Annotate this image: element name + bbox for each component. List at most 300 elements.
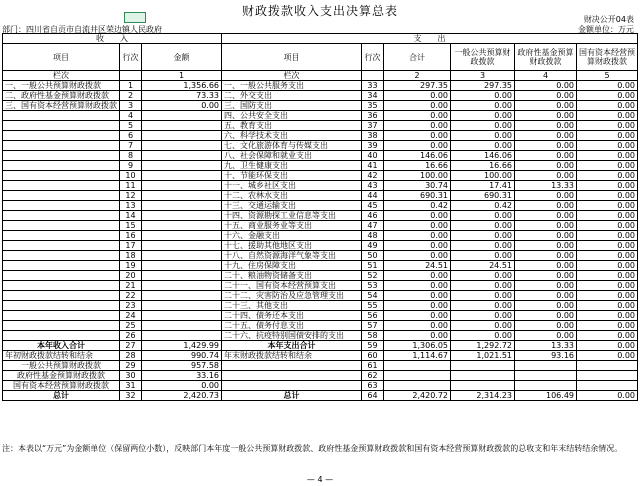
income-amount-cell (142, 121, 222, 131)
state-capital-cell: 0.00 (577, 141, 638, 151)
expense-total-cell: 0.00 (384, 111, 451, 121)
column-index-5: 5 (577, 71, 638, 81)
fund-budget-cell (515, 371, 577, 381)
income-amount-cell (142, 261, 222, 271)
income-amount-cell: 2,420.73 (142, 391, 222, 401)
table-row (3, 211, 638, 221)
expense-item-cell: 十三、交通运输支出 (222, 201, 362, 211)
income-row-cell: 26 (120, 331, 142, 341)
income-amount-cell (142, 161, 222, 171)
income-row-cell: 18 (120, 251, 142, 261)
income-row-cell: 27 (120, 341, 142, 351)
table-row (3, 281, 638, 291)
general-budget-cell: 0.00 (451, 121, 515, 131)
state-capital-cell: 0.00 (577, 311, 638, 321)
income-row-cell: 12 (120, 191, 142, 201)
income-row-cell: 9 (120, 161, 142, 171)
income-item-cell (3, 271, 120, 281)
expense-total-cell: 0.00 (384, 91, 451, 101)
general-budget-cell: 0.00 (451, 281, 515, 291)
state-capital-cell: 0.00 (577, 161, 638, 171)
table-row (3, 351, 638, 361)
income-amount-header: 金额 (142, 44, 222, 71)
expense-item-cell: 年末财政拨款结转和结余 (222, 351, 362, 361)
department-label: 部门：四川省自贡市自流井区荣边镇人民政府 (2, 25, 162, 34)
income-amount-cell: 33.16 (142, 371, 222, 381)
income-row-cell: 20 (120, 271, 142, 281)
fund-budget-cell: 0.00 (515, 141, 577, 151)
general-budget-cell (451, 381, 515, 391)
expense-row-cell: 37 (362, 121, 384, 131)
expense-row-cell: 51 (362, 261, 384, 271)
income-amount-cell (142, 111, 222, 121)
expense-total-cell: 0.00 (384, 291, 451, 301)
expense-total-cell: 690.31 (384, 191, 451, 201)
table-row (3, 331, 638, 341)
fund-budget-cell: 0.00 (515, 301, 577, 311)
general-budget-header: 一般公共预算财政拨款 (451, 44, 515, 71)
expense-row-cell: 46 (362, 211, 384, 221)
expense-total-cell (384, 371, 451, 381)
state-capital-cell: 0.00 (577, 341, 638, 351)
expense-row-cell: 43 (362, 181, 384, 191)
expense-total-cell: 0.00 (384, 271, 451, 281)
fund-budget-cell: 13.33 (515, 341, 577, 351)
table-row (3, 131, 638, 141)
fund-budget-cell: 0.00 (515, 291, 577, 301)
table-row (3, 231, 638, 241)
expense-item-cell: 十四、资源勘探工业信息等支出 (222, 211, 362, 221)
table-row (3, 301, 638, 311)
expense-item-cell: 十六、金融支出 (222, 231, 362, 241)
expense-row-cell: 63 (362, 381, 384, 391)
income-amount-cell (142, 271, 222, 281)
state-capital-cell: 0.00 (577, 151, 638, 161)
expense-row-cell: 40 (362, 151, 384, 161)
income-amount-cell (142, 221, 222, 231)
expense-item-cell: 二十四、债务还本支出 (222, 311, 362, 321)
general-budget-cell: 0.00 (451, 211, 515, 221)
fund-budget-cell: 0.00 (515, 171, 577, 181)
table-row (3, 261, 638, 271)
income-item-cell (3, 311, 120, 321)
fund-budget-cell: 0.00 (515, 271, 577, 281)
fund-budget-cell: 0.00 (515, 241, 577, 251)
expense-item-header: 项目 (222, 44, 362, 71)
general-budget-cell: 0.00 (451, 221, 515, 231)
column-index-label: 栏次 (3, 71, 120, 81)
general-budget-cell: 0.00 (451, 291, 515, 301)
table-row (3, 361, 638, 371)
table-row (3, 161, 638, 171)
general-budget-cell (451, 361, 515, 371)
state-capital-cell: 0.00 (577, 181, 638, 191)
expense-item-cell: 十九、住房保障支出 (222, 261, 362, 271)
table-row (3, 251, 638, 261)
fund-budget-cell: 93.16 (515, 351, 577, 361)
expense-item-cell: 十八、自然资源海洋气象等支出 (222, 251, 362, 261)
column-index-1: 1 (142, 71, 222, 81)
income-item-cell (3, 111, 120, 121)
income-item-cell (3, 201, 120, 211)
expense-total-cell: 0.00 (384, 311, 451, 321)
income-row-cell: 10 (120, 171, 142, 181)
state-capital-cell (577, 371, 638, 381)
column-index-label-2: 栏次 (222, 71, 362, 81)
fund-budget-cell: 0.00 (515, 331, 577, 341)
general-budget-cell: 17.41 (451, 181, 515, 191)
table-row (3, 121, 638, 131)
fund-budget-cell (515, 361, 577, 371)
unit-label: 金额单位：万元 (578, 25, 634, 34)
state-capital-cell: 0.00 (577, 131, 638, 141)
state-capital-cell: 0.00 (577, 211, 638, 221)
table-row (3, 381, 638, 391)
expense-total-cell: 100.00 (384, 171, 451, 181)
income-item-cell (3, 171, 120, 181)
expense-item-cell: 总计 (222, 391, 362, 401)
expense-row-cell: 34 (362, 91, 384, 101)
income-item-cell (3, 231, 120, 241)
general-budget-cell: 690.31 (451, 191, 515, 201)
expense-total-cell: 0.00 (384, 231, 451, 241)
income-amount-cell (142, 171, 222, 181)
income-item-cell (3, 211, 120, 221)
state-capital-header: 国有资本经营预算财政拨款 (577, 44, 638, 71)
expense-item-cell: 十一、城乡社区支出 (222, 181, 362, 191)
income-amount-cell: 1,356.66 (142, 81, 222, 91)
expense-item-cell (222, 371, 362, 381)
income-row-cell: 21 (120, 281, 142, 291)
expense-total-cell: 30.74 (384, 181, 451, 191)
state-capital-cell: 0.00 (577, 251, 638, 261)
state-capital-cell: 0.00 (577, 81, 638, 91)
income-row-cell: 19 (120, 261, 142, 271)
table-row (3, 391, 638, 401)
general-budget-cell: 0.00 (451, 331, 515, 341)
table-row (3, 291, 638, 301)
state-capital-cell: 0.00 (577, 231, 638, 241)
income-item-cell: 三、国有资本经营预算财政拨款 (3, 101, 120, 111)
state-capital-cell: 0.00 (577, 111, 638, 121)
column-index-2: 2 (384, 71, 451, 81)
expense-item-cell (222, 381, 362, 391)
general-budget-cell: 0.42 (451, 201, 515, 211)
report-title: 财政拨款收入支出决算总表 (241, 4, 398, 18)
fund-budget-cell: 0.00 (515, 231, 577, 241)
expense-total-cell: 0.00 (384, 251, 451, 261)
expense-total-cell: 0.42 (384, 201, 451, 211)
income-row-cell: 13 (120, 201, 142, 211)
state-capital-cell: 0.00 (577, 121, 638, 131)
expense-total-cell: 0.00 (384, 121, 451, 131)
expense-row-cell: 35 (362, 101, 384, 111)
income-row-cell: 14 (120, 211, 142, 221)
table-row (3, 201, 638, 211)
income-amount-cell: 0.00 (142, 381, 222, 391)
fund-budget-cell: 0.00 (515, 261, 577, 271)
general-budget-cell: 100.00 (451, 171, 515, 181)
expense-section-header: 支 出 (222, 34, 638, 44)
fund-budget-cell: 0.00 (515, 191, 577, 201)
income-amount-cell (142, 251, 222, 261)
general-budget-cell: 0.00 (451, 231, 515, 241)
fund-budget-cell: 0.00 (515, 121, 577, 131)
fund-budget-cell: 0.00 (515, 311, 577, 321)
table-row (3, 81, 638, 91)
income-item-cell: 年初财政拨款结转和结余 (3, 351, 120, 361)
income-row-cell: 11 (120, 181, 142, 191)
expense-item-cell: 十七、援助其他地区支出 (222, 241, 362, 251)
state-capital-cell: 0.00 (577, 91, 638, 101)
income-item-cell (3, 251, 120, 261)
income-item-cell (3, 121, 120, 131)
expense-item-cell: 二十六、抗疫特别国债安排的支出 (222, 331, 362, 341)
table-row (3, 321, 638, 331)
expense-total-cell: 0.00 (384, 281, 451, 291)
income-item-cell: 总计 (3, 391, 120, 401)
general-budget-cell: 16.66 (451, 161, 515, 171)
table-row (3, 341, 638, 351)
state-capital-cell: 0.00 (577, 221, 638, 231)
state-capital-cell: 0.00 (577, 261, 638, 271)
expense-total-cell: 0.00 (384, 211, 451, 221)
column-index-3: 3 (451, 71, 515, 81)
income-amount-cell (142, 181, 222, 191)
expense-row-cell: 58 (362, 331, 384, 341)
expense-row-cell: 36 (362, 111, 384, 121)
income-row-cell: 7 (120, 141, 142, 151)
expense-row-cell: 52 (362, 271, 384, 281)
state-capital-cell: 0.00 (577, 351, 638, 361)
expense-item-cell: 五、教育支出 (222, 121, 362, 131)
expense-row-cell: 39 (362, 141, 384, 151)
expense-row-cell: 60 (362, 351, 384, 361)
income-amount-cell (142, 211, 222, 221)
fund-budget-cell: 0.00 (515, 91, 577, 101)
income-item-cell: 二、政府性基金预算财政拨款 (3, 91, 120, 101)
general-budget-cell: 1,021.51 (451, 351, 515, 361)
expense-row-cell: 49 (362, 241, 384, 251)
income-row-cell: 3 (120, 101, 142, 111)
expense-total-cell: 146.06 (384, 151, 451, 161)
income-item-cell (3, 181, 120, 191)
state-capital-cell: 0.00 (577, 281, 638, 291)
general-budget-cell: 0.00 (451, 111, 515, 121)
expense-row-cell: 38 (362, 131, 384, 141)
expense-row-cell: 48 (362, 231, 384, 241)
fund-budget-cell: 0.00 (515, 151, 577, 161)
general-budget-cell (451, 371, 515, 381)
income-item-cell (3, 151, 120, 161)
income-row-cell: 16 (120, 231, 142, 241)
income-amount-cell (142, 141, 222, 151)
income-item-cell (3, 261, 120, 271)
income-amount-cell (142, 301, 222, 311)
expense-row-cell: 55 (362, 301, 384, 311)
fund-budget-cell (515, 381, 577, 391)
income-row-cell: 28 (120, 351, 142, 361)
general-budget-cell: 146.06 (451, 151, 515, 161)
fund-budget-cell: 0.00 (515, 321, 577, 331)
expense-item-cell: 八、社会保障和就业支出 (222, 151, 362, 161)
income-amount-cell (142, 131, 222, 141)
income-row-cell: 32 (120, 391, 142, 401)
income-row-header: 行次 (120, 44, 142, 71)
income-row-cell: 24 (120, 311, 142, 321)
fund-budget-header: 政府性基金预算财政拨款 (515, 44, 577, 71)
general-budget-cell: 1,292.72 (451, 341, 515, 351)
budget-table (2, 33, 638, 401)
income-amount-cell: 1,429.99 (142, 341, 222, 351)
income-item-cell (3, 301, 120, 311)
table-row (3, 191, 638, 201)
fund-budget-cell: 0.00 (515, 211, 577, 221)
total-header: 合计 (384, 44, 451, 71)
income-amount-cell: 957.58 (142, 361, 222, 371)
expense-row-cell: 33 (362, 81, 384, 91)
expense-item-cell: 十、节能环保支出 (222, 171, 362, 181)
expense-item-cell: 二十二、灾害防治及应急管理支出 (222, 291, 362, 301)
expense-row-cell: 61 (362, 361, 384, 371)
expense-total-cell: 1,114.67 (384, 351, 451, 361)
fund-budget-cell: 0.00 (515, 81, 577, 91)
expense-total-cell (384, 361, 451, 371)
income-amount-cell (142, 201, 222, 211)
form-code: 财决公开04表 (583, 15, 634, 24)
state-capital-cell: 0.00 (577, 321, 638, 331)
general-budget-cell: 0.00 (451, 321, 515, 331)
expense-item-cell: 三、国防支出 (222, 101, 362, 111)
table-row (3, 101, 638, 111)
general-budget-cell: 297.35 (451, 81, 515, 91)
expense-row-cell: 42 (362, 171, 384, 181)
expense-total-cell (384, 381, 451, 391)
income-item-cell (3, 291, 120, 301)
expense-item-cell: 二十五、债务付息支出 (222, 321, 362, 331)
expense-item-cell: 七、文化旅游体育与传媒支出 (222, 141, 362, 151)
income-amount-cell (142, 241, 222, 251)
general-budget-cell: 0.00 (451, 141, 515, 151)
income-item-cell (3, 321, 120, 331)
expense-row-cell: 53 (362, 281, 384, 291)
expense-total-cell: 0.00 (384, 141, 451, 151)
table-row (3, 221, 638, 231)
expense-row-cell: 64 (362, 391, 384, 401)
fund-budget-cell: 0.00 (515, 101, 577, 111)
income-amount-cell: 990.74 (142, 351, 222, 361)
expense-row-cell: 57 (362, 321, 384, 331)
state-capital-cell: 0.00 (577, 191, 638, 201)
expense-total-cell: 16.66 (384, 161, 451, 171)
expense-item-cell (222, 361, 362, 371)
table-row (3, 241, 638, 251)
expense-total-cell: 2,420.72 (384, 391, 451, 401)
expense-total-cell: 0.00 (384, 131, 451, 141)
expense-item-cell: 本年支出合计 (222, 341, 362, 351)
income-item-cell: 国有资本经营预算财政拨款 (3, 381, 120, 391)
general-budget-cell: 0.00 (451, 311, 515, 321)
state-capital-cell: 0.00 (577, 241, 638, 251)
table-row (3, 271, 638, 281)
expense-total-cell: 0.00 (384, 221, 451, 231)
expense-total-cell: 1,306.05 (384, 341, 451, 351)
income-item-cell (3, 221, 120, 231)
general-budget-cell: 0.00 (451, 101, 515, 111)
fund-budget-cell: 0.00 (515, 201, 577, 211)
income-item-cell: 一般公共预算财政拨款 (3, 361, 120, 371)
income-row-cell: 4 (120, 111, 142, 121)
general-budget-cell: 0.00 (451, 251, 515, 261)
state-capital-cell: 0.00 (577, 171, 638, 181)
state-capital-cell (577, 361, 638, 371)
fund-budget-cell: 13.33 (515, 181, 577, 191)
column-index-4: 4 (515, 71, 577, 81)
table-row (3, 171, 638, 181)
income-row-cell: 1 (120, 81, 142, 91)
expense-total-cell: 297.35 (384, 81, 451, 91)
fund-budget-cell: 0.00 (515, 161, 577, 171)
income-row-cell: 5 (120, 121, 142, 131)
income-item-cell (3, 281, 120, 291)
expense-row-cell: 47 (362, 221, 384, 231)
state-capital-cell: 0.00 (577, 331, 638, 341)
state-capital-cell: 0.00 (577, 101, 638, 111)
expense-item-cell: 二十一、国有资本经营预算支出 (222, 281, 362, 291)
expense-total-cell: 24.51 (384, 261, 451, 271)
table-row (3, 371, 638, 381)
table-row (3, 151, 638, 161)
expense-item-cell: 二十三、其他支出 (222, 301, 362, 311)
income-amount-cell (142, 151, 222, 161)
expense-row-header: 行次 (362, 44, 384, 71)
general-budget-cell: 0.00 (451, 241, 515, 251)
expense-total-cell: 0.00 (384, 331, 451, 341)
table-row (3, 91, 638, 101)
income-row-cell: 17 (120, 241, 142, 251)
income-item-header: 项目 (3, 44, 120, 71)
income-amount-cell (142, 321, 222, 331)
expense-total-cell: 0.00 (384, 101, 451, 111)
income-row-cell: 23 (120, 301, 142, 311)
fund-budget-cell: 0.00 (515, 111, 577, 121)
expense-row-cell: 44 (362, 191, 384, 201)
income-item-cell (3, 141, 120, 151)
table-row (3, 311, 638, 321)
selected-cell-indicator[interactable] (124, 12, 146, 23)
income-item-cell (3, 161, 120, 171)
expense-item-cell: 二、外交支出 (222, 91, 362, 101)
state-capital-cell: 0.00 (577, 291, 638, 301)
income-row-cell: 6 (120, 131, 142, 141)
expense-item-cell: 一、一般公共服务支出 (222, 81, 362, 91)
fund-budget-cell: 0.00 (515, 281, 577, 291)
income-amount-cell: 0.00 (142, 101, 222, 111)
expense-item-cell: 四、公共安全支出 (222, 111, 362, 121)
income-amount-cell (142, 281, 222, 291)
expense-row-cell: 56 (362, 311, 384, 321)
income-row-cell: 25 (120, 321, 142, 331)
income-amount-cell: 73.33 (142, 91, 222, 101)
expense-total-cell: 0.00 (384, 321, 451, 331)
income-row-cell: 31 (120, 381, 142, 391)
income-item-cell (3, 241, 120, 251)
expense-row-cell: 59 (362, 341, 384, 351)
income-item-cell: 一、一般公共预算财政拨款 (3, 81, 120, 91)
expense-row-cell: 41 (362, 161, 384, 171)
expense-total-cell: 0.00 (384, 301, 451, 311)
expense-item-cell: 十五、商业服务业等支出 (222, 221, 362, 231)
